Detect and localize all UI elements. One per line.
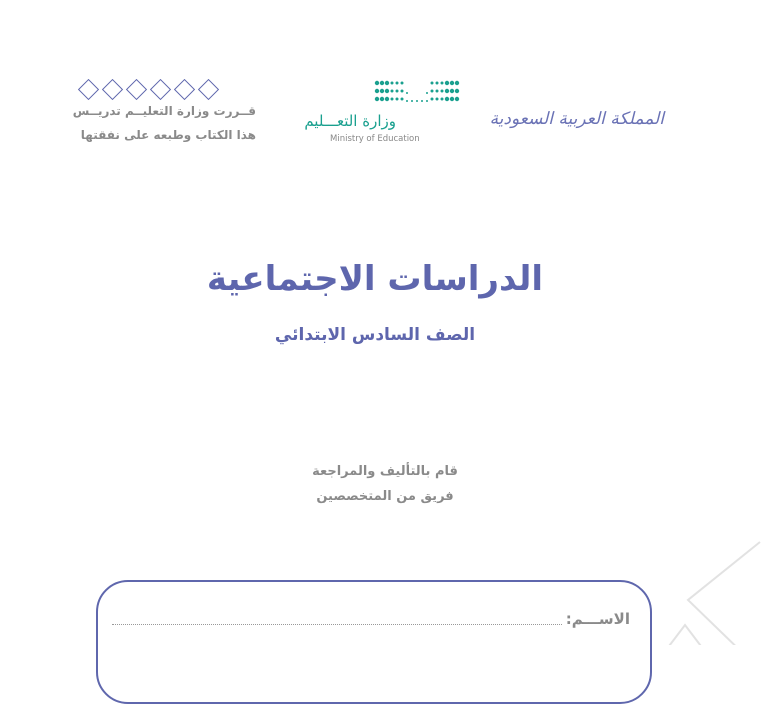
moe-dot [375, 89, 379, 93]
moe-dot [380, 81, 384, 85]
moe-dot [450, 89, 454, 93]
moe-dot [406, 92, 408, 94]
moe-dot [385, 81, 389, 85]
moe-dot [375, 81, 379, 85]
moe-dot [431, 82, 434, 85]
moe-dot [450, 81, 454, 85]
moe-dot [391, 90, 394, 93]
diamond-icon [126, 79, 147, 100]
moe-dot [436, 90, 439, 93]
moe-dot [441, 98, 444, 101]
moe-dot [450, 97, 454, 101]
moe-logo-dots-icon [374, 80, 464, 106]
moe-dot [406, 100, 408, 102]
diamond-icon [78, 79, 99, 100]
moe-dot [455, 89, 459, 93]
diamond-icon [150, 79, 171, 100]
moe-dot [375, 97, 379, 101]
moe-dot [426, 100, 428, 102]
authors-line-1: قام بالتأليف والمراجعة [312, 464, 458, 479]
authors-line-2: فريق من المتخصصين [316, 489, 454, 504]
moe-dot [436, 82, 439, 85]
name-input-line[interactable] [112, 612, 562, 625]
moe-dot [396, 90, 399, 93]
moe-dot [385, 97, 389, 101]
moe-dot [455, 97, 459, 101]
moe-dot [416, 100, 418, 102]
diamond-icon [102, 79, 123, 100]
moe-dot [445, 97, 449, 101]
moe-dot [445, 81, 449, 85]
book-title: الدراسات الاجتماعية [206, 259, 544, 299]
moe-dot [401, 82, 404, 85]
kingdom-logo: المملكة العربية السعودية [489, 109, 664, 129]
moe-dot [401, 90, 404, 93]
name-field[interactable] [112, 609, 630, 629]
grade-subtitle: الصف السادس الابتدائي [274, 325, 476, 345]
moe-dot [441, 82, 444, 85]
moe-dot [431, 90, 434, 93]
moe-dot [401, 98, 404, 101]
name-label: الاســـم: [565, 610, 630, 628]
moe-dot [441, 90, 444, 93]
diamond-icon [198, 79, 219, 100]
moe-dot [396, 82, 399, 85]
moe-logo-arabic: وزارة التعـــليم [304, 112, 396, 130]
moe-dot [445, 89, 449, 93]
approval-diamonds [78, 79, 219, 100]
moe-dot [455, 81, 459, 85]
moe-dot [411, 100, 413, 102]
moe-logo-english: Ministry of Education [330, 134, 420, 144]
moe-dot [436, 98, 439, 101]
moe-dot [431, 98, 434, 101]
moe-dot [396, 98, 399, 101]
moe-dot [426, 92, 428, 94]
moe-dot [380, 89, 384, 93]
moe-dot [380, 97, 384, 101]
approval-line-1: قــررت وزارة التعليــم تدريــس [72, 104, 256, 118]
moe-dot [385, 89, 389, 93]
approval-line-2: هذا الكتاب وطبعه على نفقتها [80, 128, 256, 142]
moe-dot [391, 98, 394, 101]
student-info-box [96, 580, 652, 704]
moe-dot [421, 100, 423, 102]
moe-dot [391, 82, 394, 85]
diamond-icon [174, 79, 195, 100]
